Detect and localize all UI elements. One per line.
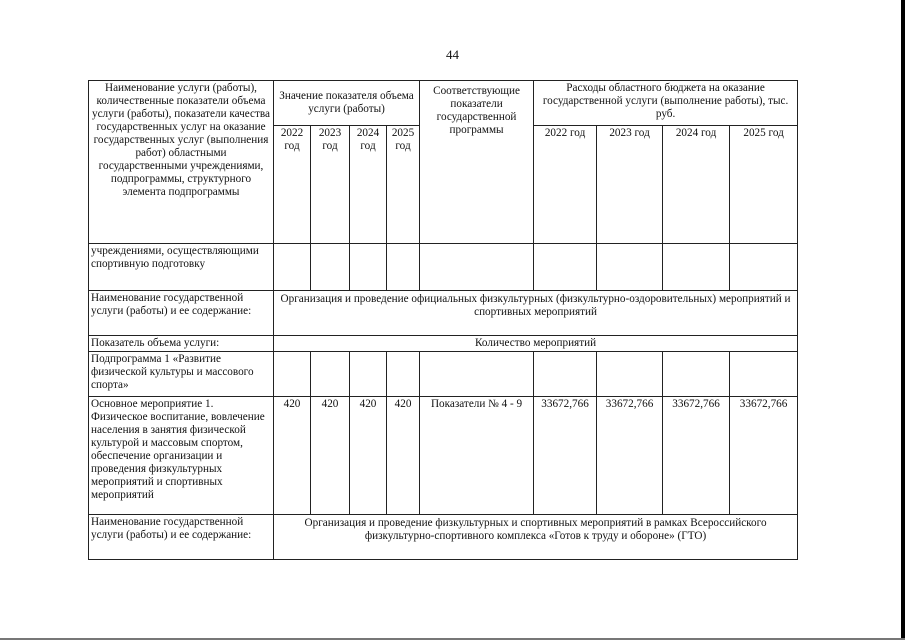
measure-volume-2022: 420 <box>274 397 311 515</box>
measure-volume-2025: 420 <box>387 397 420 515</box>
volume-year-2025: 2025 год <box>387 126 420 244</box>
header-row <box>89 81 798 126</box>
service2-value: Организация и проведение физкультурных и спортивных мероприятий в рамках Всероссийского физкультурно-спортивного комплекса «Готов к труду и обороне» (ГТО) <box>274 515 798 560</box>
indicator-label: Показатель объема услуги: <box>89 336 274 352</box>
measure-expense-2025: 33672,766 <box>730 397 798 515</box>
header-expense-group: Расходы областного бюджета на оказание государственной услуги (выполнение работы), тыс. руб. <box>534 81 798 126</box>
measure-program-ref: Показатели № 4 - 9 <box>420 397 534 515</box>
table-row <box>89 244 798 291</box>
page-number: 44 <box>446 47 459 62</box>
indicator-value: Количество мероприятий <box>274 336 798 352</box>
expense-year-2025: 2025 год <box>730 126 798 244</box>
continuation-text: учреждениями, осуществляющими спортивную подготовку <box>89 244 274 291</box>
service1-value: Организация и проведение официальных физкультурных (физкультурно-оздоровительных) мероприятий и спортивных мероприятий <box>274 291 798 336</box>
measure-expense-2024: 33672,766 <box>663 397 730 515</box>
volume-year-2024: 2024 год <box>350 126 387 244</box>
header-program-column: Соответствующие показатели государственной программы <box>420 81 534 244</box>
table-row <box>89 397 798 515</box>
header-name-column: Наименование услуги (работы), количественные показатели объема услуги (работы), показатели качества государственных услуг на оказание государственных услуг (выполнения работ) областными государственными учреждениями, подпрограммы, структурного элемента подпрограммы <box>89 81 274 244</box>
service1-label: Наименование государственной услуги (работы) и ее содержание: <box>89 291 274 336</box>
document-table <box>88 80 798 560</box>
table-row <box>89 352 798 397</box>
service2-label: Наименование государственной услуги (работы) и ее содержание: <box>89 515 274 560</box>
table-row <box>89 291 798 336</box>
table-row <box>89 515 798 560</box>
expense-year-2023: 2023 год <box>597 126 663 244</box>
measure-expense-2022: 33672,766 <box>534 397 597 515</box>
measure-expense-2023: 33672,766 <box>597 397 663 515</box>
measure-volume-2024: 420 <box>350 397 387 515</box>
volume-year-2023: 2023 год <box>311 126 350 244</box>
table-row <box>89 336 798 352</box>
measure-name: Основное мероприятие 1. Физическое воспитание, вовлечение населения в занятия физической культурой и массовым спортом, обеспечение организации и проведения физкультурных мероприятий и спортивных мероприятий <box>89 397 274 515</box>
expense-year-2022: 2022 год <box>534 126 597 244</box>
header-volume-group: Значение показателя объема услуги (работы) <box>274 81 420 126</box>
measure-volume-2023: 420 <box>311 397 350 515</box>
volume-year-2022: 2022 год <box>274 126 311 244</box>
subprogram-name: Подпрограмма 1 «Развитие физической культуры и массового спорта» <box>89 352 274 397</box>
expense-year-2024: 2024 год <box>663 126 730 244</box>
scan-edge <box>901 0 905 640</box>
